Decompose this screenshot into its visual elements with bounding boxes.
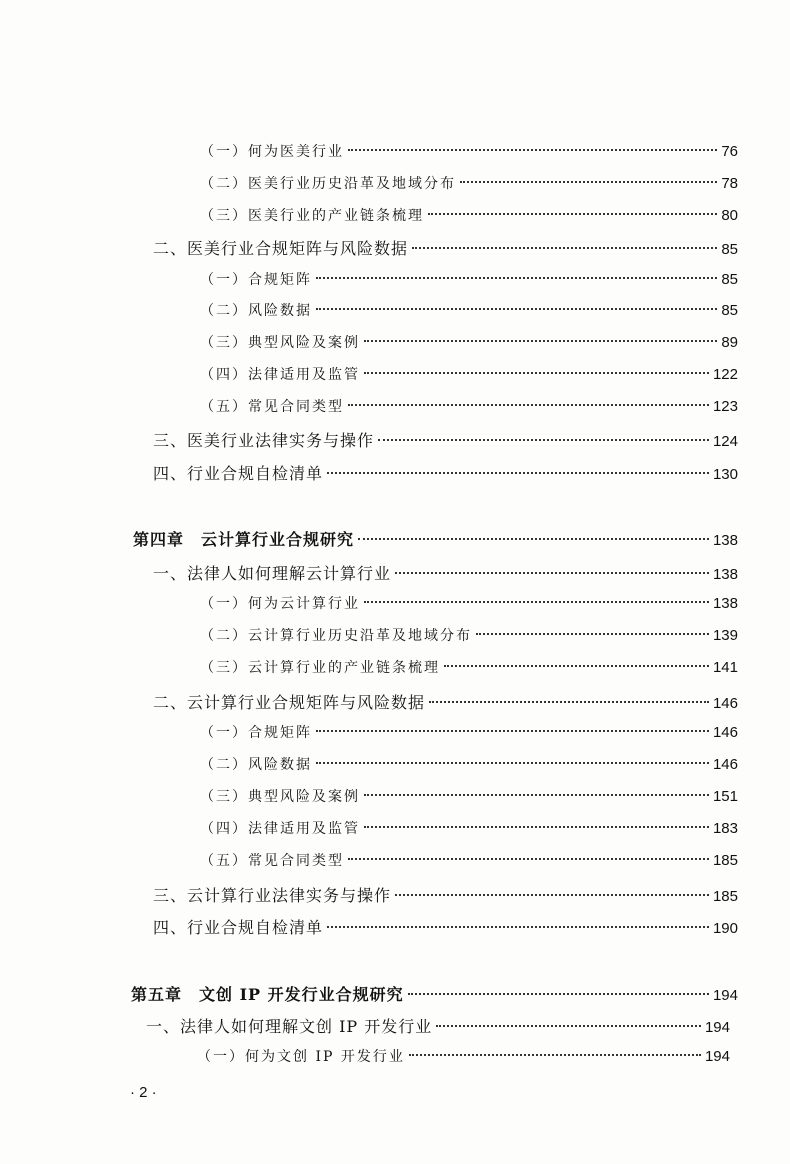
toc-page-number: 89 <box>721 334 738 351</box>
toc-page-number: 85 <box>721 271 738 288</box>
dot-leader <box>327 926 709 928</box>
toc-title: 一、法律人如何理解文创 IP 开发行业 <box>146 1017 433 1036</box>
toc-entry[interactable] <box>200 818 738 838</box>
toc-entry[interactable] <box>153 428 738 451</box>
toc-title: （一）何为文创 IP 开发行业 <box>197 1049 405 1065</box>
dot-leader <box>395 894 709 896</box>
toc-entry[interactable] <box>200 332 738 352</box>
toc-page-number: 124 <box>712 433 738 450</box>
dot-leader <box>436 1025 701 1027</box>
dot-leader <box>364 372 709 374</box>
toc-page-number: 139 <box>712 627 738 644</box>
toc-entry[interactable] <box>200 173 738 193</box>
toc-title: （二）风险数据 <box>200 757 312 773</box>
toc-entry[interactable] <box>200 141 738 161</box>
dot-leader <box>460 181 717 183</box>
toc-title: （三）典型风险及案例 <box>200 335 360 351</box>
toc-entry[interactable] <box>153 461 738 484</box>
dot-leader <box>364 340 717 342</box>
toc-entry[interactable] <box>200 205 738 225</box>
dot-leader <box>412 247 717 249</box>
dot-leader <box>364 794 709 796</box>
toc-page-number: 138 <box>712 532 738 549</box>
dot-leader <box>429 701 709 703</box>
toc-page-number: 194 <box>712 987 738 1004</box>
toc-page-number: 138 <box>712 566 738 583</box>
toc-entry[interactable] <box>200 396 738 416</box>
toc-entry[interactable] <box>153 915 738 938</box>
toc-entry[interactable] <box>200 657 738 677</box>
toc-page-number: 151 <box>712 788 738 805</box>
toc-page-number: 185 <box>712 852 738 869</box>
toc-entry[interactable] <box>197 1046 730 1066</box>
toc-entry[interactable] <box>200 754 738 774</box>
toc-entry[interactable] <box>200 722 738 742</box>
toc-page-number: 146 <box>712 724 738 741</box>
dot-leader <box>316 308 717 310</box>
dot-leader <box>378 439 709 441</box>
toc-page-number: 122 <box>712 366 738 383</box>
toc-page-number: 138 <box>712 595 738 612</box>
toc-title: 四、行业合规自检清单 <box>153 918 324 937</box>
dot-leader <box>408 993 709 995</box>
toc-entry[interactable] <box>200 625 738 645</box>
toc-entry[interactable] <box>153 883 738 906</box>
toc-page-number: 85 <box>721 241 738 258</box>
dot-leader <box>409 1054 701 1056</box>
toc-entry[interactable] <box>200 300 738 320</box>
toc-page-number: 190 <box>712 920 738 937</box>
dot-leader <box>364 601 709 603</box>
toc-title: 二、云计算行业合规矩阵与风险数据 <box>153 693 426 712</box>
toc-title: （五）常见合同类型 <box>200 399 344 415</box>
toc-entry[interactable] <box>200 364 738 384</box>
toc-title: （二）云计算行业历史沿革及地域分布 <box>200 628 472 644</box>
dot-leader <box>316 762 709 764</box>
toc-title: 一、法律人如何理解云计算行业 <box>153 564 392 583</box>
toc-entry[interactable] <box>153 236 738 259</box>
toc-page-number: 194 <box>704 1048 730 1065</box>
toc-title: 三、云计算行业法律实务与操作 <box>153 886 392 905</box>
toc-title: 三、医美行业法律实务与操作 <box>153 431 375 450</box>
toc-title: （五）常见合同类型 <box>200 853 344 869</box>
toc-title: （一）合规矩阵 <box>200 272 312 288</box>
toc-entry[interactable] <box>146 1014 730 1037</box>
toc-page-number: 130 <box>712 466 738 483</box>
dot-leader <box>348 149 717 151</box>
toc-page-number: 141 <box>712 659 738 676</box>
toc-page-number: 85 <box>721 302 738 319</box>
toc-title: （二）风险数据 <box>200 303 312 319</box>
toc-title: （二）医美行业历史沿革及地域分布 <box>200 176 456 192</box>
toc-chapter-entry[interactable] <box>131 982 738 1005</box>
toc-title: 第四章 云计算行业合规研究 <box>133 530 355 549</box>
dot-leader <box>348 404 709 406</box>
toc-entry[interactable] <box>200 593 738 613</box>
toc-title: （一）何为云计算行业 <box>200 596 360 612</box>
toc-title: （三）云计算行业的产业链条梳理 <box>200 660 440 676</box>
toc-title: 二、医美行业合规矩阵与风险数据 <box>153 239 409 258</box>
page-number-footer: · 2 · <box>130 1084 157 1101</box>
toc-entry[interactable] <box>153 690 738 713</box>
toc-title: （一）合规矩阵 <box>200 725 312 741</box>
dot-leader <box>316 730 709 732</box>
toc-page-number: 183 <box>712 820 738 837</box>
dot-leader <box>428 213 717 215</box>
toc-page-number: 76 <box>721 143 738 160</box>
toc-title: （四）法律适用及监管 <box>200 367 360 383</box>
toc-entry[interactable] <box>200 786 738 806</box>
dot-leader <box>444 665 709 667</box>
toc-entry[interactable] <box>153 561 738 584</box>
dot-leader <box>364 826 709 828</box>
toc-title: （三）典型风险及案例 <box>200 789 360 805</box>
dot-leader <box>476 633 709 635</box>
toc-page-number: 80 <box>721 207 738 224</box>
toc-title: （三）医美行业的产业链条梳理 <box>200 208 424 224</box>
dot-leader <box>327 472 709 474</box>
toc-page-number: 78 <box>721 175 738 192</box>
toc-title: 四、行业合规自检清单 <box>153 464 324 483</box>
dot-leader <box>395 572 709 574</box>
toc-title: （四）法律适用及监管 <box>200 821 360 837</box>
toc-title: （一）何为医美行业 <box>200 144 344 160</box>
dot-leader <box>348 858 709 860</box>
toc-page-number: 146 <box>712 695 738 712</box>
toc-entry[interactable] <box>200 850 738 870</box>
toc-page-number: 123 <box>712 398 738 415</box>
toc-page-number: 194 <box>704 1019 730 1036</box>
toc-page-number: 146 <box>712 756 738 773</box>
dot-leader <box>316 277 717 279</box>
toc-chapter-entry[interactable] <box>133 527 738 550</box>
toc-title: 第五章 文创 IP 开发行业合规研究 <box>131 985 404 1004</box>
toc-page-number: 185 <box>712 888 738 905</box>
dot-leader <box>358 538 709 540</box>
toc-entry[interactable] <box>200 269 738 289</box>
